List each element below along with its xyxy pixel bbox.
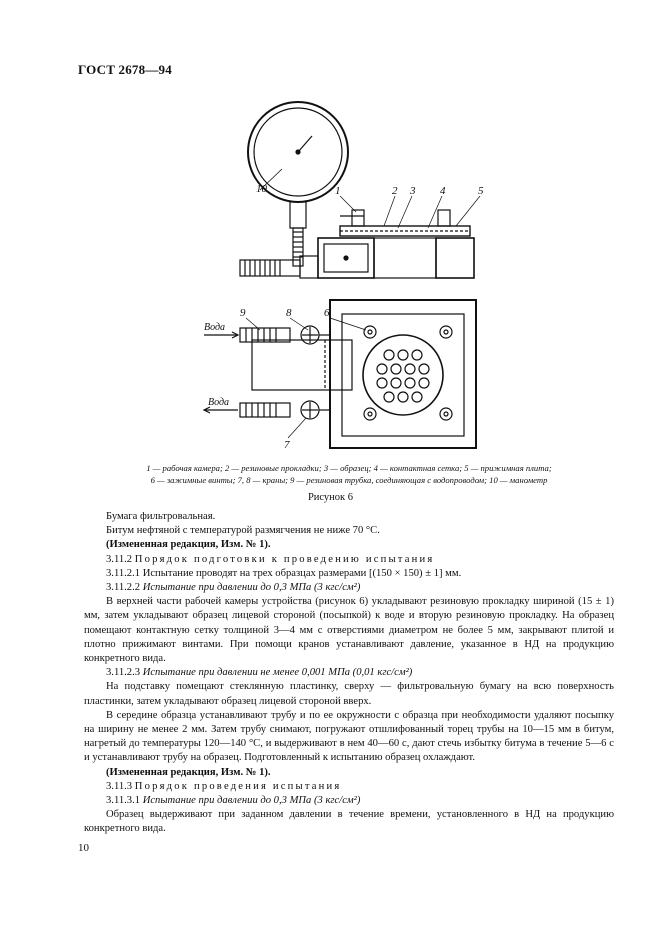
label-4: 4 — [440, 185, 446, 197]
chamber-side-view — [240, 210, 474, 278]
paragraph: Образец выдерживают при заданном давлении в течение времени, установленного в НД на продукцию конкретного вида. — [84, 809, 614, 835]
paragraph: Бумага фильтровальная. — [106, 511, 216, 522]
section-heading-3-11-2: 3.11.2 Порядок подготовки к проведению испытания — [106, 553, 435, 565]
label-3: 3 — [410, 185, 416, 197]
caption-line-1: 1 — рабочая камера; 2 — резиновые прокладки; 3 — образец; 4 — контактная сетка; 5 — прижимная плита; — [146, 463, 552, 473]
label-6: 6 — [324, 307, 330, 319]
water-outlet-label: Вода — [208, 397, 230, 408]
clause-3-11-2-1: 3.11.2.1 Испытание проводят на трех образцах размерами [(150 × 150) ± 1] мм. — [106, 567, 462, 579]
label-2: 2 — [392, 185, 398, 197]
page-number: 10 — [78, 842, 89, 854]
section-heading-3-11-3: 3.11.3 Порядок проведения испытания — [106, 780, 342, 792]
label-7: 7 — [284, 439, 290, 451]
label-5: 5 — [478, 185, 484, 197]
label-1: 1 — [335, 185, 341, 197]
label-9: 9 — [240, 307, 246, 319]
paragraph: Битум нефтяной с температурой размягчения не ниже 70 °С. — [106, 525, 380, 537]
water-inlet-label: Вода — [204, 322, 226, 333]
amendment-note: (Измененная редакция, Изм. № 1). — [106, 766, 271, 778]
chamber-plan-view — [252, 300, 476, 448]
amendment-note: (Измененная редакция, Изм. № 1). — [106, 539, 271, 551]
figure-caption — [116, 462, 582, 486]
clause-3-11-2-3: 3.11.2.3 Испытание при давлении не менее 0,001 МПа (0,01 кгс/см²) — [106, 667, 413, 679]
caption-line-2: 6 — зажимные винты; 7, 8 — краны; 9 — резиновая трубка, соединяющая с водопроводом; 10 — манометр — [150, 475, 548, 485]
figure-title: Рисунок 6 — [307, 492, 354, 503]
body-text — [84, 510, 614, 837]
paragraph: В середине образца устанавливают трубу и по ее окружности с образца при необходимости удаляют посыпку на ширину не менее 2 мм. Затем трубу снимают, погружают отшлифованный торец трубы на 10—15 мм в битум, нагретый до температуры 120—140 °С, и выдерживают в нем 40—60 с, дают стечь избытку битума в течение 5—6 с и устанавливают трубу на образец. Подготовленный к испытанию образец охлаждают. — [84, 709, 614, 764]
document-header: ГОСТ 2678—94 — [78, 62, 172, 77]
clause-3-11-2-2: 3.11.2.2 Испытание при давлении до 0,3 МПа (3 кгс/см²) — [106, 582, 361, 594]
label-10: 10 — [256, 183, 267, 195]
leader-lines — [246, 196, 480, 438]
label-8: 8 — [286, 307, 292, 319]
paragraph: В верхней части рабочей камеры устройства (рисунок 6) укладывают резиновую прокладку шириной (15 ± 1) мм, затем укладывают образец лицевой стороной (посыпкой) к воде и вторую резиновую прокладку. На образец помещают контактную сетку толщиной 3—4 мм с отверстиями диаметром не более 5 мм, закрывают плитой и плотно прижимают винтами. При помощи кранов устанавливают давление, указанное в НД на продукцию конкретного вида. — [84, 596, 614, 665]
paragraph: На подставку помещают стеклянную пластинку, сверху — фильтровальную бумагу на всю поверхность пластинки, затем укладывают образец лицевой стороной вверх. — [84, 681, 614, 707]
clause-3-11-3-1: 3.11.3.1 Испытание при давлении до 0,3 МПа (3 кгс/см²) — [106, 795, 361, 807]
figure-6-diagram — [190, 92, 520, 462]
